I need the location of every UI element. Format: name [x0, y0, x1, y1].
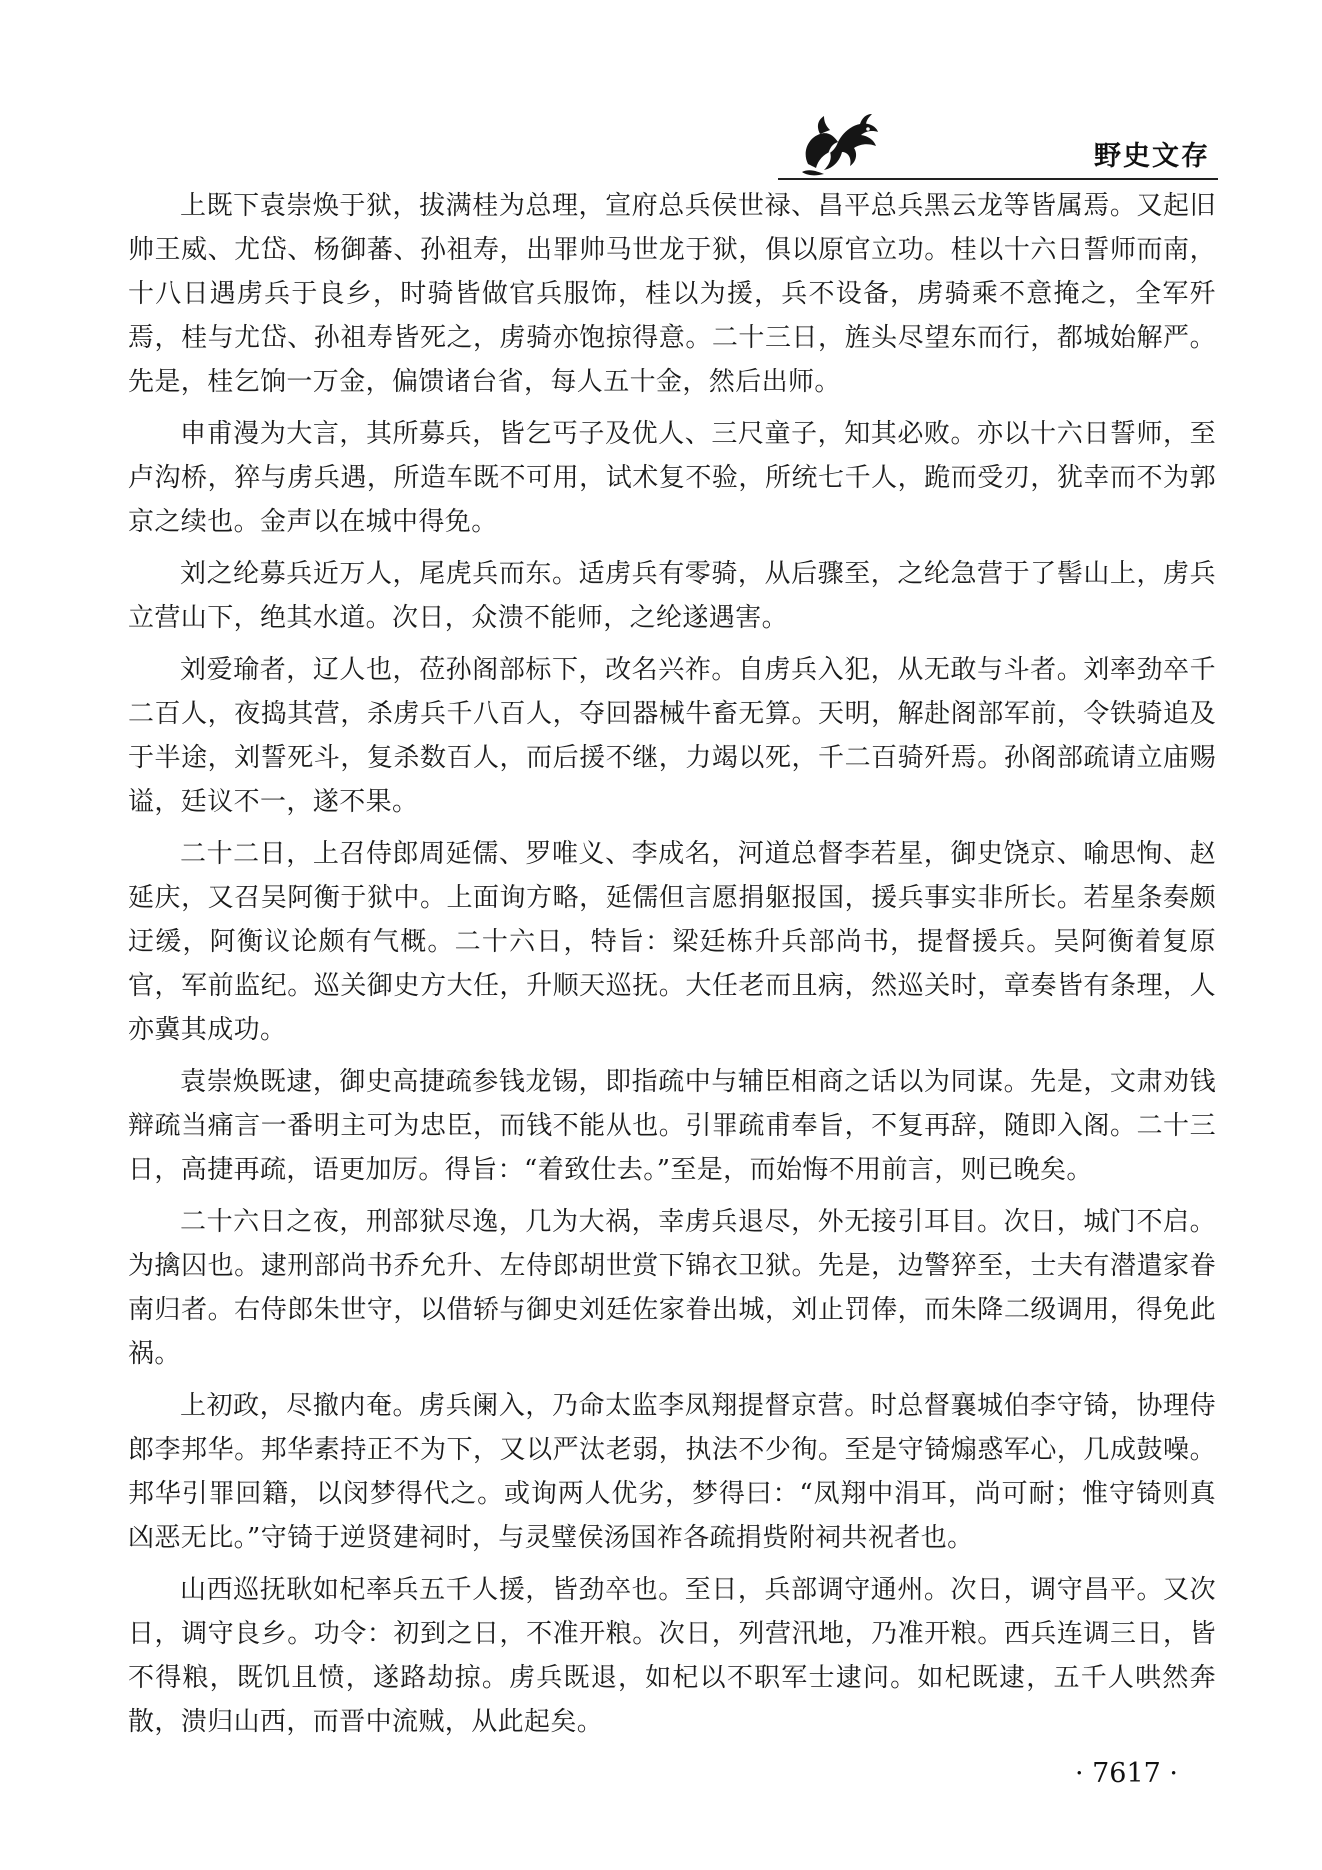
paragraph: 上初政，尽撤内奄。虏兵阑入，乃命太监李凤翔提督京营。时总督襄城伯李守锜，协理侍郎李邦华。邦华素持正不为下，又以严汰老弱，执法不少徇。至是守锜煽惑军心，几成鼓噪。邦华引罪回籍，以闵梦得代之。或询两人优劣，梦得曰：“凤翔中涓耳，尚可耐；惟守锜则真凶恶无比。”守锜于逆贤建祠时，与灵璧侯汤国祚各疏捐赀附祠共祝者也。: [128, 1391, 1216, 1553]
dragon-emblem-icon: [798, 112, 882, 178]
paragraph: 刘之纶募兵近万人，尾虎兵而东。适虏兵有零骑，从后骤至，之纶急营于了髻山上，虏兵立营山下，绝其水道。次日，众溃不能师，之纶遂遇害。: [128, 559, 1216, 633]
paragraph: 刘爱瑜者，辽人也，莅孙阁部标下，改名兴祚。自虏兵入犯，从无敢与斗者。刘率劲卒千二百人，夜捣其营，杀虏兵千八百人，夺回器械牛畜无算。天明，解赴阁部军前，令铁骑追及于半途，刘誓死斗，复杀数百人，而后援不继，力竭以死，千二百骑歼焉。孙阁部疏请立庙赐谥，廷议不一，遂不果。: [128, 655, 1216, 817]
paragraph: 二十六日之夜，刑部狱尽逸，几为大祸，幸虏兵退尽，外无接引耳目。次日，城门不启。为擒囚也。逮刑部尚书乔允升、左侍郎胡世赏下锦衣卫狱。先是，边警猝至，士夫有潜遣家眷南归者。右侍郎朱世守，以借轿与御史刘廷佐家眷出城，刘止罚俸，而朱降二级调用，得免此祸。: [128, 1207, 1216, 1369]
paragraph: 袁崇焕既逮，御史高捷疏参钱龙锡，即指疏中与辅臣相商之话以为同谋。先是，文肃劝钱辩疏当痛言一番明主可为忠臣，而钱不能从也。引罪疏甫奉旨，不复再辞，随即入阁。二十三日，高捷再疏，语更加厉。得旨：“着致仕去。”至是，而始悔不用前言，则已晚矣。: [128, 1067, 1216, 1185]
page-number: · 7617 ·: [1074, 1758, 1178, 1789]
paragraph: 山西巡抚耿如杞率兵五千人援，皆劲卒也。至日，兵部调守通州。次日，调守昌平。又次日，调守良乡。功令：初到之日，不准开粮。次日，列营汛地，乃准开粮。西兵连调三日，皆不得粮，既饥且愤，遂路劫掠。虏兵既退，如杞以不职军士逮问。如杞既逮，五千人哄然奔散，溃归山西，而晋中流贼，从此起矣。: [128, 1575, 1216, 1737]
header-title: 野史文存: [1094, 141, 1210, 172]
paragraph: 上既下袁崇焕于狱，拔满桂为总理，宣府总兵侯世禄、昌平总兵黑云龙等皆属焉。又起旧帅王威、尤岱、杨御蕃、孙祖寿，出罪帅马世龙于狱，俱以原官立功。桂以十六日誓师而南，十八日遇虏兵于良乡，时骑皆做官兵服饰，桂以为援，兵不设备，虏骑乘不意掩之，全军歼焉，桂与尤岱、孙祖寿皆死之，虏骑亦饱掠得意。二十三日，旌头尽望东而行，都城始解严。先是，桂乞饷一万金，偏馈诸台省，每人五十金，然后出师。: [128, 191, 1216, 397]
header-rule: [778, 178, 1218, 180]
body-text: [128, 184, 1216, 1752]
paragraph: 二十二日，上召侍郎周延儒、罗唯义、李成名，河道总督李若星，御史饶京、喻思恂、赵延庆，又召吴阿衡于狱中。上面询方略，延儒但言愿捐躯报国，援兵事实非所长。若星条奏颇迂缓，阿衡议论颇有气概。二十六日，特旨：梁廷栋升兵部尚书，提督援兵。吴阿衡着复原官，军前监纪。巡关御史方大任，升顺天巡抚。大任老而且病，然巡关时，章奏皆有条理，人亦冀其成功。: [128, 839, 1216, 1045]
paragraph: 申甫漫为大言，其所募兵，皆乞丐子及优人、三尺童子，知其必败。亦以十六日誓师，至卢沟桥，猝与虏兵遇，所造车既不可用，试术复不验，所统七千人，跪而受刃，犹幸而不为郭京之续也。金声以在城中得免。: [128, 419, 1216, 537]
running-header: [778, 112, 1218, 182]
